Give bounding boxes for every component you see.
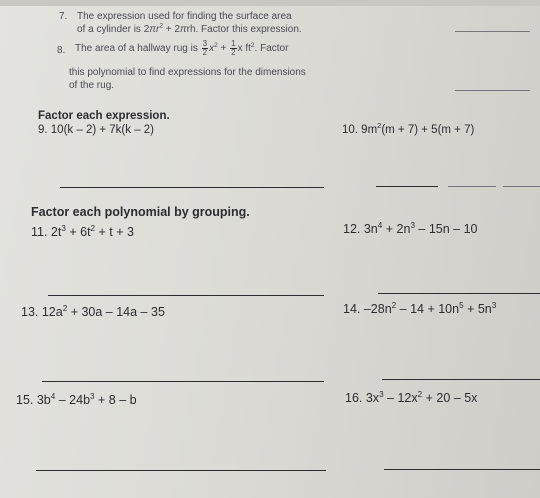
problem-10: 10. $9m^2(m + 7) + 5(m + 7)$ bbox=[342, 121, 475, 136]
problem-7-number: 7. bbox=[59, 11, 68, 22]
answer-line-10b[interactable] bbox=[448, 186, 496, 187]
problem-7-line-1: The expression used for finding the surface area bbox=[77, 11, 292, 22]
problem-8-number: 8. bbox=[57, 45, 66, 56]
problem-13: 13. $12a^2 + 30a - 14a - 35$ bbox=[21, 303, 165, 319]
answer-line-7[interactable] bbox=[455, 31, 530, 32]
problem-11: 11. $2t^3 + 6t^2 + t + 3$ bbox=[31, 223, 134, 239]
problem-16: 16. $3x^3 - 12x^2 + 20 - 5x$ bbox=[345, 389, 478, 405]
problem-7-line-2: of a cylinder is $2\pi r^2 + 2\pi rh$. Factor this expression. bbox=[77, 22, 302, 35]
section-heading-factor-expression: Factor each expression. bbox=[38, 110, 170, 122]
answer-line-14[interactable] bbox=[382, 379, 540, 380]
problem-9: 9. 10(k – 2) + 7k(k – 2) bbox=[38, 124, 155, 136]
page-top-edge bbox=[0, 0, 540, 6]
answer-line-10c[interactable] bbox=[503, 186, 540, 187]
problem-15: 15. $3b^4 - 24b^3 + 8 - b$ bbox=[16, 391, 137, 407]
section-heading-factor-grouping: Factor each polynomial by grouping. bbox=[31, 205, 250, 219]
answer-line-10a[interactable] bbox=[376, 186, 438, 187]
problem-14: 14. $-28n^2 - 14 + 10n^5 + 5n^3$ bbox=[343, 300, 497, 316]
answer-line-9[interactable] bbox=[60, 187, 324, 188]
answer-line-15[interactable] bbox=[36, 470, 326, 471]
answer-line-11[interactable] bbox=[48, 295, 324, 296]
answer-line-8[interactable] bbox=[455, 90, 530, 91]
answer-line-13[interactable] bbox=[42, 381, 324, 382]
problem-8-line-2: this polynomial to find expressions for the dimensions bbox=[69, 67, 306, 78]
problem-8-line-3: of the rug. bbox=[69, 80, 115, 91]
answer-line-12[interactable] bbox=[378, 293, 540, 294]
problem-8-line-1: The area of a hallway rug is $\frac{3}{2}$ $x^2$ + $\frac{1}{2}$ x $ft^2$. Factor bbox=[75, 39, 289, 57]
answer-line-16[interactable] bbox=[384, 469, 540, 470]
problem-12: 12. $3n^4 + 2n^3 - 15n - 10$ bbox=[343, 220, 478, 236]
